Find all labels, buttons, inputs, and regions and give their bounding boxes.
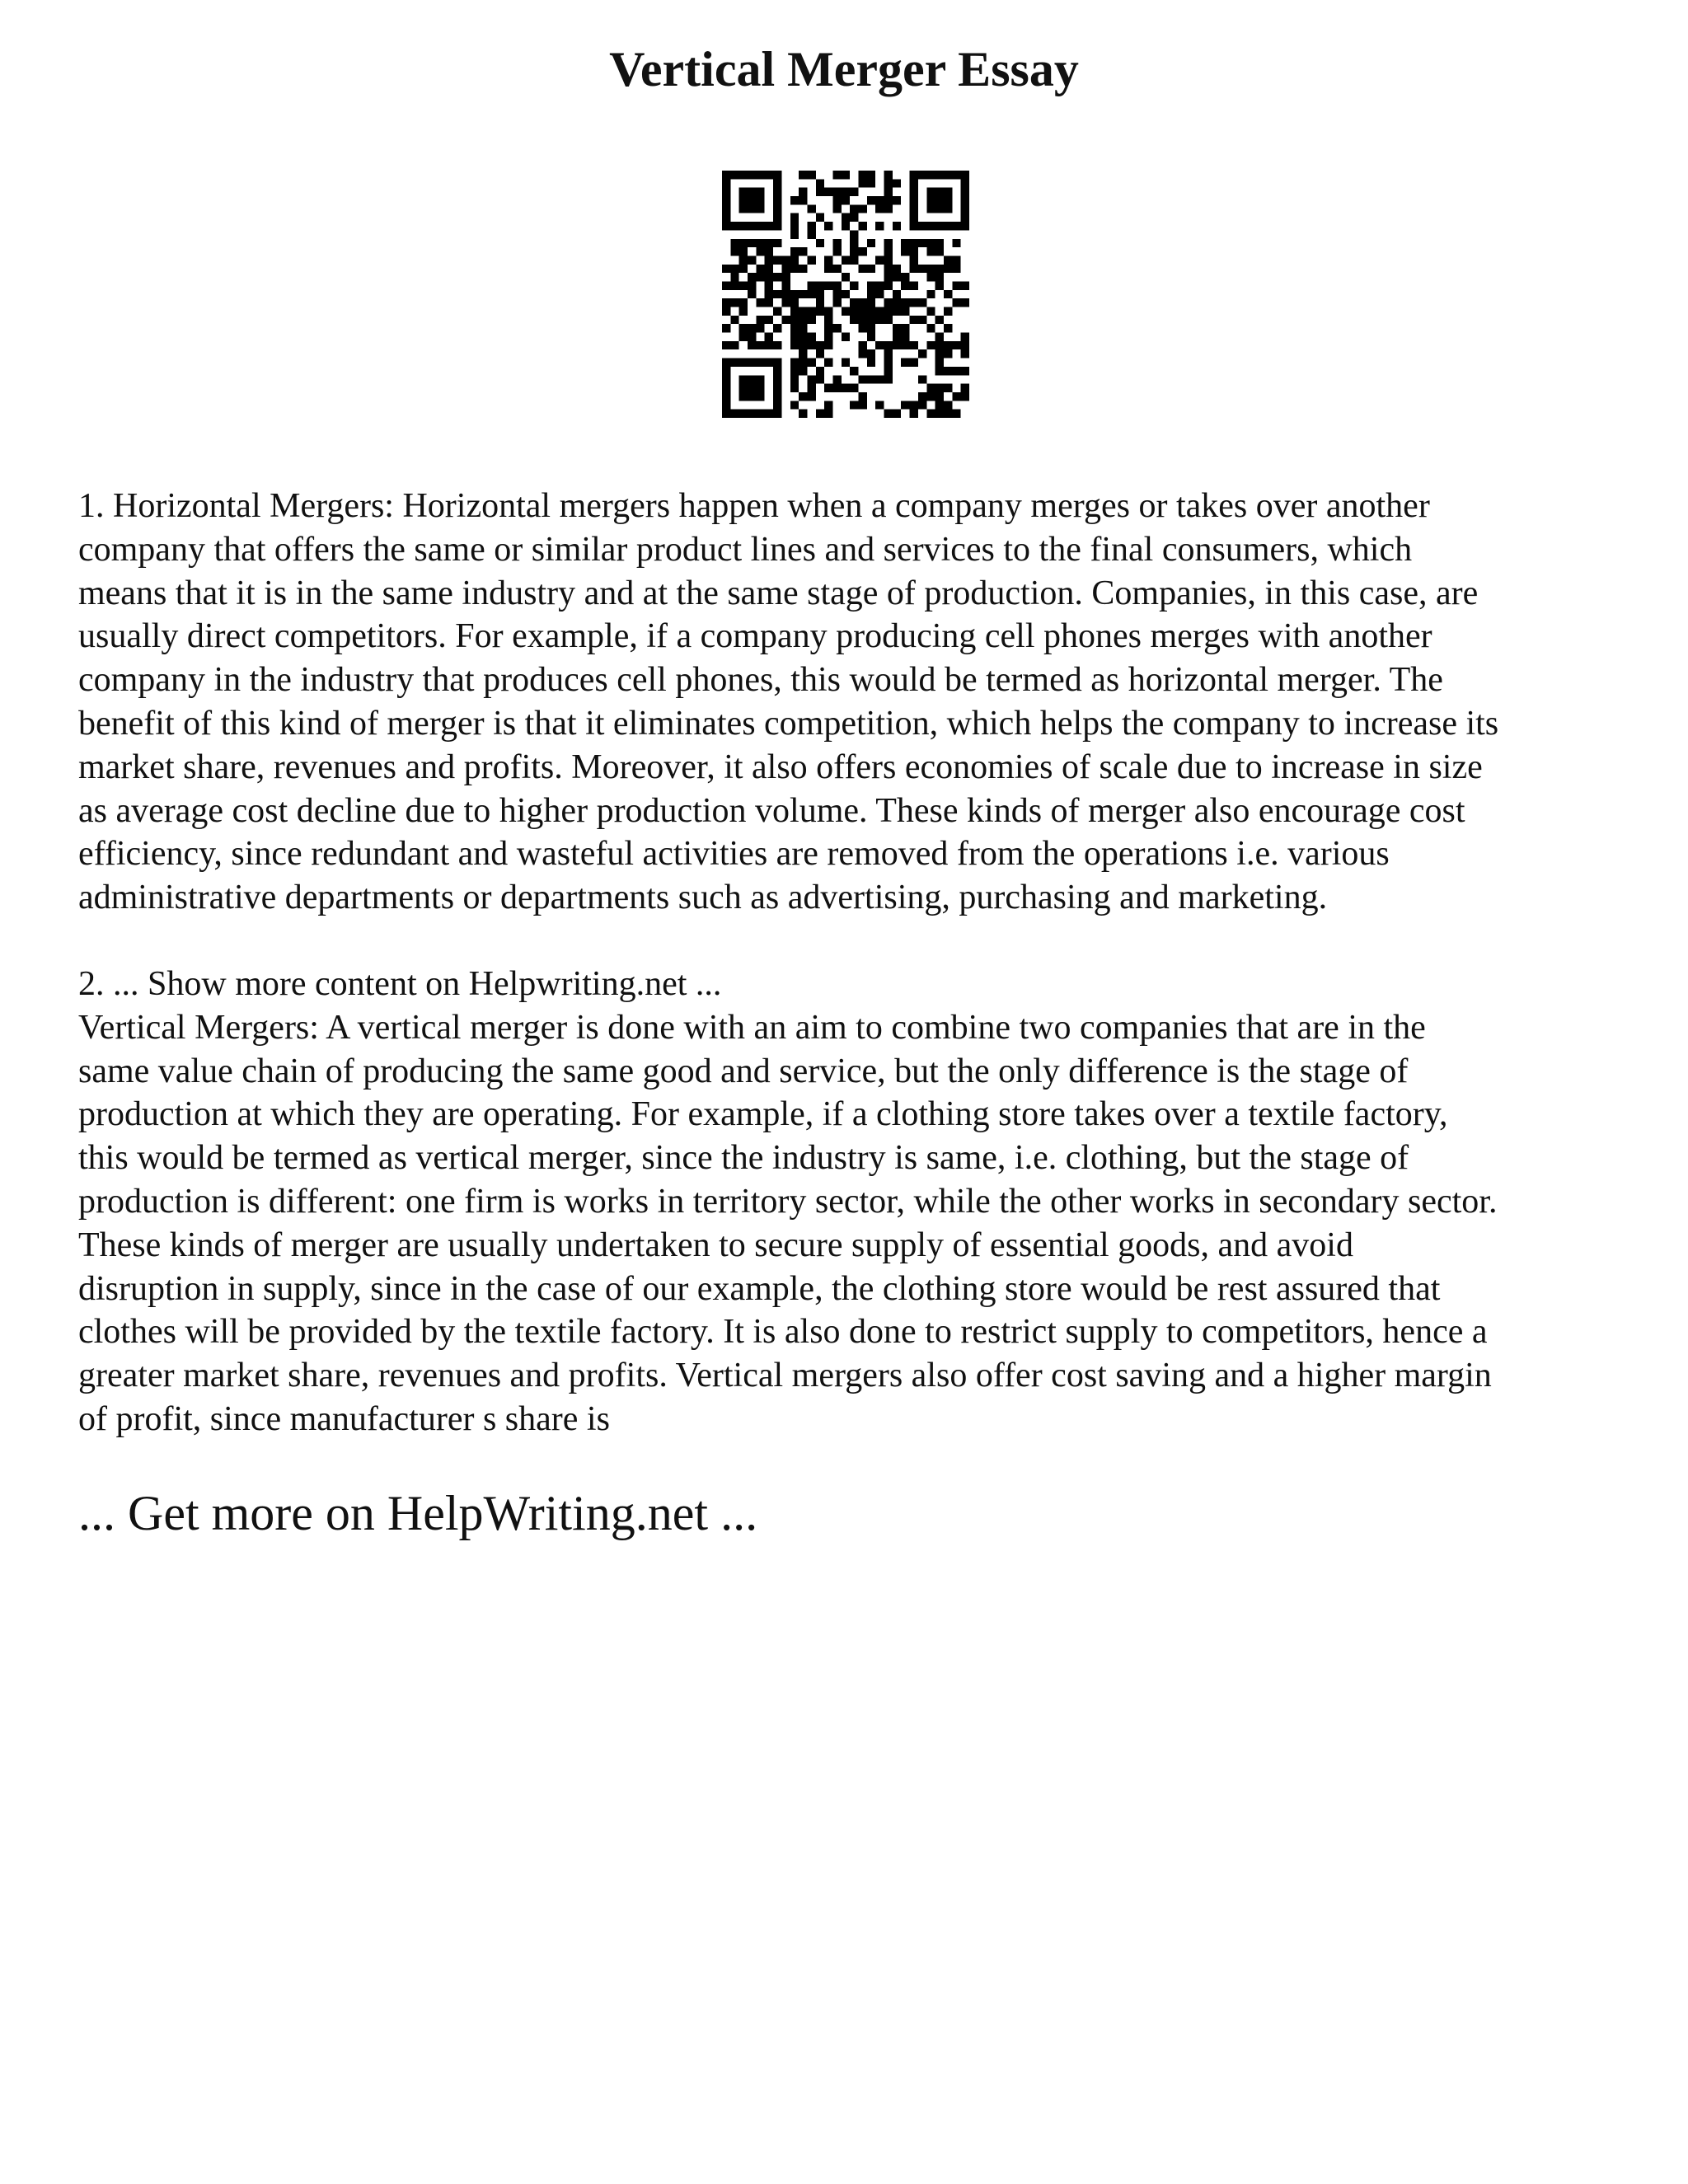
- text-line: 1. Horizontal Mergers: Horizontal mergers happen when a company merges or takes over another: [78, 487, 1430, 525]
- text-line: usually direct competitors. For example, if a company producing cell phones merges with another: [78, 617, 1432, 656]
- text-line: production at which they are operating. For example, if a clothing store takes over a textile factory,: [78, 1095, 1448, 1134]
- get-more-link[interactable]: ... Get more on HelpWriting.net ...: [78, 1486, 758, 1540]
- text-line: production is different: one firm is works in territory sector, while the other works in secondary sector.: [78, 1182, 1498, 1221]
- text-line: Vertical Mergers: A vertical merger is done with an aim to combine two companies that are in the: [78, 1008, 1426, 1047]
- text-line: disruption in supply, since in the case of our example, the clothing store would be rest assured that: [78, 1269, 1441, 1308]
- text-line: this would be termed as vertical merger, since the industry is same, i.e. clothing, but the stage of: [78, 1139, 1409, 1178]
- paragraph-vertical-mergers: [78, 963, 1628, 1441]
- page-title: Vertical Merger Essay: [609, 42, 1079, 96]
- text-line: company in the industry that produces cell phones, this would be termed as horizontal merger. The: [78, 661, 1443, 700]
- text-line: clothes will be provided by the textile factory. It is also done to restrict supply to competitors, hence a: [78, 1313, 1488, 1352]
- text-line: same value chain of producing the same good and service, but the only difference is the stage of: [78, 1052, 1409, 1090]
- text-line: means that it is in the same industry and at the same stage of production. Companies, in this case, are: [78, 574, 1479, 612]
- paragraph-horizontal-mergers: [78, 485, 1628, 920]
- text-line: of profit, since manufacturer s share is: [78, 1399, 610, 1438]
- text-line: administrative departments or departments such as advertising, purchasing and marketing.: [78, 879, 1328, 917]
- text-line: company that offers the same or similar product lines and services to the final consumers, which: [78, 530, 1413, 569]
- text-line: market share, revenues and profits. Moreover, it also offers economies of scale due to increase in size: [78, 748, 1483, 786]
- text-line: These kinds of merger are usually undertaken to secure supply of essential goods, and avoid: [78, 1226, 1353, 1264]
- qr-code-icon: [722, 171, 969, 418]
- text-line: as average cost decline due to higher production volume. These kinds of merger also encourage cost: [78, 791, 1465, 830]
- text-line: greater market share, revenues and profits. Vertical mergers also offer cost saving and a higher margin: [78, 1357, 1492, 1395]
- text-line: 2. ... Show more content on Helpwriting.net ...: [78, 965, 722, 1003]
- text-line: benefit of this kind of merger is that it eliminates competition, which helps the company to increase its: [78, 704, 1499, 743]
- text-line: efficiency, since redundant and wasteful activities are removed from the operations i.e. various: [78, 835, 1390, 874]
